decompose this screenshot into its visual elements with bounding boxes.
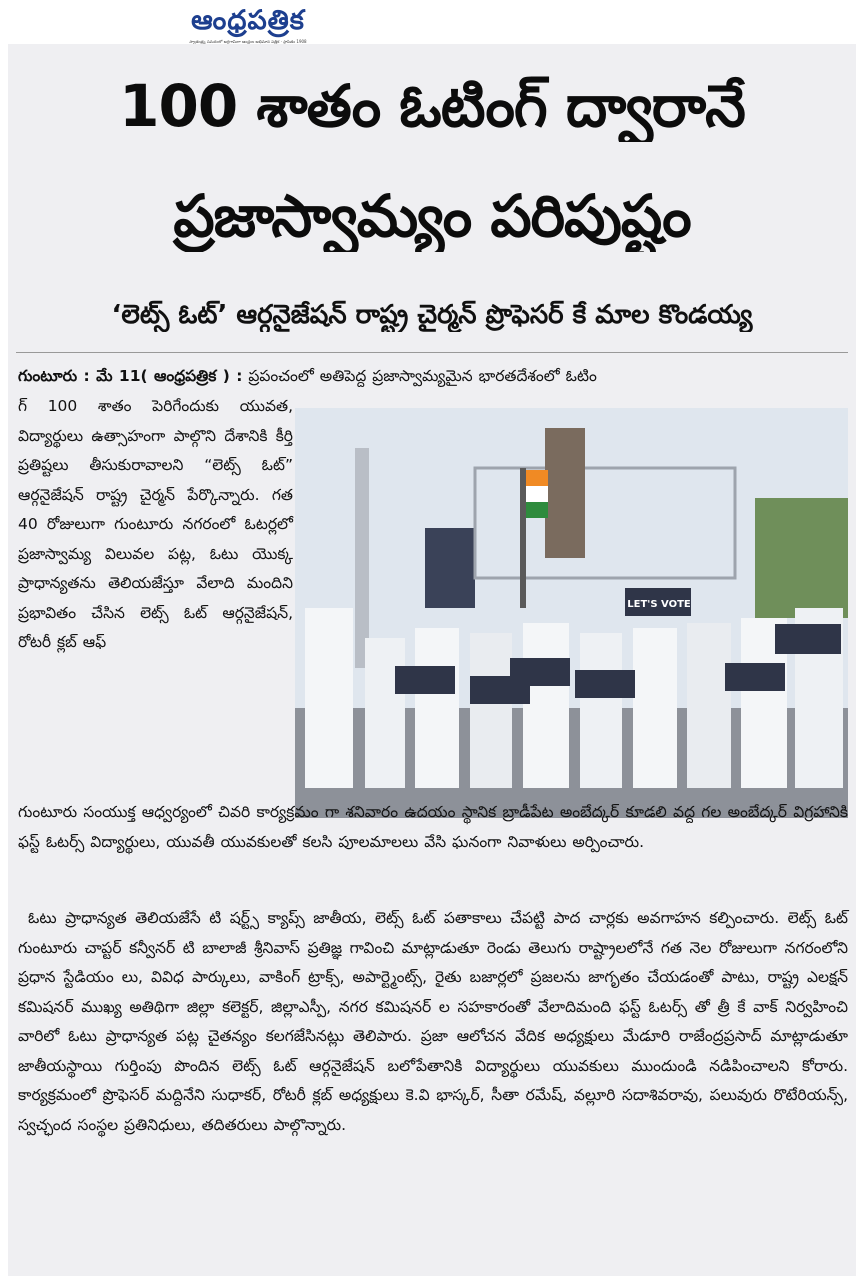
photo-billboard — [425, 528, 475, 608]
photo-illustration — [295, 408, 848, 818]
person — [633, 628, 677, 788]
flag-green — [526, 502, 548, 518]
person — [415, 628, 459, 788]
headline-line-1: 100 శాతం ఓటింగ్ ద్వారానే — [119, 72, 745, 140]
headline-line-2: ప్రజాస్వామ్యం పరిపుష్టం — [173, 182, 691, 250]
placard — [725, 663, 785, 691]
divider — [16, 352, 848, 353]
placard — [395, 666, 455, 694]
news-clipping — [8, 44, 856, 1276]
photo-pole — [355, 448, 369, 668]
body-paragraph-2: ఓటు ప్రాధాన్యత తెలియజేసే టి షర్ట్స్ క్యాప్స్ జాతీయ, లెట్స్ ఓట్ పతాకాలు చేపట్టి పాద చార్లకు అవగాహన కల్పించారు. లెట్స్ ఓట్ గుంటూరు చాప్టర్ కన్వీనర్ టి బాలాజీ శ్రీనివాస్ ప్రతిజ్ఞ గావించి మాట్లాడుతూ రెండు తెలుగు రాష్ట్రాలలోనే గత నెల రోజులుగా నగరంలోని ప్రధాన స్టేడియం లు, వివిధ పార్కులు, వాకింగ్ ట్రాక్స్, అపార్ట్మెంట్స్, రైతు బజార్లలో ప్రజలను జాగృతం చేయడంతో పాటు, రాష్ట్ర ఎలక్షన్ కమిషనర్ ముఖ్య అతిథిగా జిల్లా కలెక్టర్, జిల్లాఎస్పీ, నగర కమిషనర్ ల సహకారంతో వేలాదిమంది ఫస్ట్ ఓటర్స్ తో త్రీ కే వాక్ నిర్వహించి వారిలో ఓటు ప్రాధాన్యత పట్ల చైతన్యం కలగజేసినట్లు తెలిపారు. ప్రజా ఆలోచన వేదిక అధ్యక్షులు మేడూరి రాజేంద్రప్రసాద్ మాట్లాడుతూ జాతీయస్థాయి గుర్తింపు పొందిన లెట్స్ ఓట్ ఆర్గనైజేషన్ బలోపేతానికి విద్యార్థులు యువకులు ముందుండి నడిపించాలని కోరారు. కార్యక్రమంలో ప్రొఫెసర్ మద్దినేని సుధాకర్, రోటరీ క్లబ్ అధ్యక్షులు కె.వి భాస్కర్, సీతా రమేష్, వల్లూరి సదాశివరావు, పలువురు రొటేరియన్స్, స్వచ్ఛంద సంస్థల ప్రతినిధులు, తదితరులు పాల్గొన్నారు. — [18, 909, 848, 1134]
flag-white — [526, 486, 548, 502]
flag-saffron — [526, 470, 548, 486]
statue-icon — [545, 428, 585, 558]
person — [470, 633, 512, 788]
person — [365, 638, 405, 788]
photo-tree — [755, 498, 848, 618]
lead-continued-text: గుంటూరు సంయుక్త ఆధ్వర్యంలో చివరి కార్యక్రమం గా శనివారం ఉదయం స్థానిక బ్రాడీపేట అంబేద్కర్ కూడలి వద్ద గల అంబేద్కర్ విగ్రహానికి ఫస్ట్ ఓటర్స్ విద్యార్థులు, యువతీ యువకులతో కలసి పూలమాలలు వేసి ఘనంగా నివాళులు అర్పించారు. — [18, 803, 848, 851]
masthead-tagline: స్వాతంత్ర్య సమరంలో అగ్రగామిగా ఆంధ్రుల అభిమాన పత్రిక · స్థాపితం 1908 — [189, 39, 307, 44]
placard-label: LET'S VOTE — [627, 599, 691, 610]
newspaper-logo: ఆంధ్రపత్రిక — [191, 5, 305, 36]
lead-first-text: ప్రపంచంలో అతిపెద్ద ప్రజాస్వామ్యమైన భారతదేశంలో ఓటిం — [242, 367, 597, 385]
person — [523, 623, 569, 788]
person — [580, 633, 622, 788]
subheadline: ‘లెట్స్ ఓట్’ ఆర్గనైజేషన్ రాష్ట్ర చైర్మన్ ప్రొఫెసర్ కే మాల కొండయ్య — [111, 300, 753, 330]
person — [305, 608, 353, 788]
flag-pole — [520, 468, 526, 608]
placard — [775, 624, 841, 654]
dateline: గుంటూరు : మే 11( ఆంధ్రపత్రిక ) : — [18, 367, 243, 385]
lead-column-text: గ్ 100 శాతం పెరిగేందుకు యువత, విద్యార్థులు ఉత్సాహంగా పాల్గొని దేశానికి కీర్తి ప్రతిష్టలు తీసుకురావాలని “లెట్స్ ఓట్” ఆర్గనైజేషన్ రాష్ట్ర చైర్మన్ పేర్కొన్నారు. గత 40 రోజులుగా గుంటూరు నగరంలో ఓటర్లలో ప్రజాస్వామ్య విలువల పట్ల, ఓటు యొక్క ప్రాధాన్యతను తెలియజేస్తూ వేలాది మందిని ప్రభావితం చేసిన లెట్స్ ఓట్ ఆర్గనైజేషన్, రోటరీ క్లబ్ ఆఫ్ — [18, 397, 293, 651]
news-photo — [295, 408, 848, 818]
person — [687, 623, 731, 788]
placard — [575, 670, 635, 698]
lead-first-line — [18, 362, 848, 392]
placard — [510, 658, 570, 686]
